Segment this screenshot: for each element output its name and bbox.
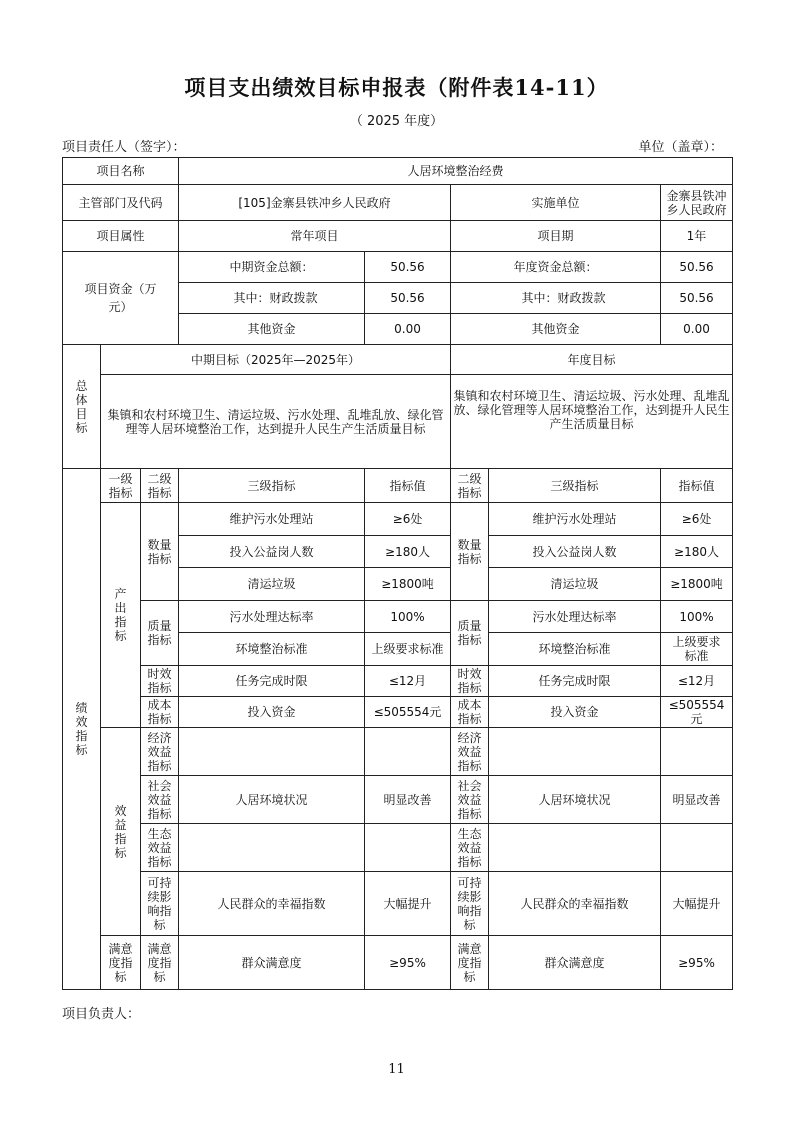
satisfaction-item-value: ≥95% xyxy=(365,936,451,990)
quantity-item-2-name: 投入公益岗人数 xyxy=(179,536,365,568)
satisfaction-item-name: 群众满意度 xyxy=(179,936,365,990)
sustain-item-value: 大幅提升 xyxy=(365,872,451,936)
level1-header: 一级指标 xyxy=(101,469,141,503)
project-name-value: 人居环境整治经费 xyxy=(179,158,733,185)
period-value: 1年 xyxy=(661,221,733,252)
eco-item-value-right xyxy=(661,824,733,872)
quality-item-1-value: 100% xyxy=(365,601,451,633)
quantity-item-1-value: ≥6处 xyxy=(365,503,451,536)
quality-indicator-label: 质量指标 xyxy=(141,601,179,666)
quantity-indicator-label-right: 数量指标 xyxy=(451,503,489,601)
quantity-item-3-name-right: 清运垃圾 xyxy=(489,568,661,601)
quality-item-2-name: 环境整治标准 xyxy=(179,633,365,666)
timeliness-indicator-label-right: 时效指标 xyxy=(451,666,489,697)
social-item-value: 明显改善 xyxy=(365,776,451,824)
sustain-indicator-label: 可持续影响指标 xyxy=(141,872,179,936)
timeliness-item-value: ≤12月 xyxy=(365,666,451,697)
quality-item-2-value-right: 上级要求标准 xyxy=(661,633,733,666)
mid-total-label: 中期资金总额： xyxy=(179,252,365,283)
timeliness-item-value-right: ≤12月 xyxy=(661,666,733,697)
benefit-indicator-label: 效益指标 xyxy=(101,728,141,936)
impl-label: 实施单位 xyxy=(451,185,661,221)
year-other-value: 0.00 xyxy=(661,314,733,345)
eco-item-value xyxy=(365,824,451,872)
page-title: 项目支出绩效目标申报表（附件表14-11） xyxy=(184,75,609,100)
year-fiscal-label: 其中：财政拨款 xyxy=(451,283,661,314)
overall-goal-label: 总体目标 xyxy=(63,345,101,469)
quality-item-2-value: 上级要求标准 xyxy=(365,633,451,666)
satisfaction-indicator-label: 满意度指标 xyxy=(101,936,141,990)
economic-item-value xyxy=(365,728,451,776)
attr-value: 常年项目 xyxy=(179,221,451,252)
economic-indicator-label-right: 经济效益指标 xyxy=(451,728,489,776)
quality-item-1-name-right: 污水处理达标率 xyxy=(489,601,661,633)
value-header-right: 指标值 xyxy=(661,469,733,503)
responsible-label: 项目责任人（签字）： xyxy=(62,140,186,155)
level2-header-right: 二级指标 xyxy=(451,469,489,503)
cost-indicator-label: 成本指标 xyxy=(141,697,179,728)
year-other-label: 其他资金 xyxy=(451,314,661,345)
page-number: 11 xyxy=(388,1062,405,1077)
mid-goal-header: 中期目标（2025年—2025年） xyxy=(101,345,451,375)
economic-item-name-right xyxy=(489,728,661,776)
sustain-item-value-right: 大幅提升 xyxy=(661,872,733,936)
satisfaction-subindicator-label-right: 满意度指标 xyxy=(451,936,489,990)
cost-item-value-right: ≤505554元 xyxy=(661,697,733,728)
mid-fiscal-label: 其中：财政拨款 xyxy=(179,283,365,314)
output-indicator-label: 产出指标 xyxy=(101,503,141,728)
level2-header: 二级指标 xyxy=(141,469,179,503)
quantity-item-2-value: ≥180人 xyxy=(365,536,451,568)
attr-label: 项目属性 xyxy=(63,221,179,252)
level3-header: 三级指标 xyxy=(179,469,365,503)
sustain-indicator-label-right: 可持续影响指标 xyxy=(451,872,489,936)
quantity-item-3-value: ≥1800吨 xyxy=(365,568,451,601)
year-fiscal-value: 50.56 xyxy=(661,283,733,314)
quality-indicator-label-right: 质量指标 xyxy=(451,601,489,666)
quantity-item-2-value-right: ≥180人 xyxy=(661,536,733,568)
timeliness-indicator-label: 时效指标 xyxy=(141,666,179,697)
quantity-item-3-value-right: ≥1800吨 xyxy=(661,568,733,601)
social-indicator-label: 社会效益指标 xyxy=(141,776,179,824)
dept-value: [105]金寨县铁冲乡人民政府 xyxy=(179,185,451,221)
year-goal-header: 年度目标 xyxy=(451,345,733,375)
value-header: 指标值 xyxy=(365,469,451,503)
mid-other-value: 0.00 xyxy=(365,314,451,345)
satisfaction-item-value-right: ≥95% xyxy=(661,936,733,990)
social-indicator-label-right: 社会效益指标 xyxy=(451,776,489,824)
cost-item-value: ≤505554元 xyxy=(365,697,451,728)
year-total-label: 年度资金总额： xyxy=(451,252,661,283)
year-total-value: 50.56 xyxy=(661,252,733,283)
timeliness-item-name-right: 任务完成时限 xyxy=(489,666,661,697)
quality-item-1-value-right: 100% xyxy=(661,601,733,633)
mid-fiscal-value: 50.56 xyxy=(365,283,451,314)
year-line: （ 2025 年度） xyxy=(349,114,444,129)
performance-form-table xyxy=(62,157,733,990)
eco-item-name xyxy=(179,824,365,872)
sustain-item-name: 人民群众的幸福指数 xyxy=(179,872,365,936)
cost-item-name-right: 投入资金 xyxy=(489,697,661,728)
funds-label: 项目资金（万元） xyxy=(63,252,179,345)
project-lead-label: 项目负责人： xyxy=(62,1007,141,1022)
social-item-name: 人居环境状况 xyxy=(179,776,365,824)
economic-indicator-label: 经济效益指标 xyxy=(141,728,179,776)
eco-indicator-label-right: 生态效益指标 xyxy=(451,824,489,872)
satisfaction-subindicator-label: 满意度指标 xyxy=(141,936,179,990)
mid-other-label: 其他资金 xyxy=(179,314,365,345)
cost-item-name: 投入资金 xyxy=(179,697,365,728)
quantity-item-3-name: 清运垃圾 xyxy=(179,568,365,601)
quality-item-1-name: 污水处理达标率 xyxy=(179,601,365,633)
quantity-indicator-label: 数量指标 xyxy=(141,503,179,601)
mid-goal-text: 集镇和农村环境卫生、清运垃圾、污水处理、乱堆乱放、绿化管理等人居环境整治工作，达到提升人民生产生活质量目标 xyxy=(101,375,451,469)
eco-indicator-label: 生态效益指标 xyxy=(141,824,179,872)
quantity-item-1-name-right: 维护污水处理站 xyxy=(489,503,661,536)
economic-item-value-right xyxy=(661,728,733,776)
sustain-item-name-right: 人民群众的幸福指数 xyxy=(489,872,661,936)
social-item-name-right: 人居环境状况 xyxy=(489,776,661,824)
project-name-label: 项目名称 xyxy=(63,158,179,185)
satisfaction-item-name-right: 群众满意度 xyxy=(489,936,661,990)
period-label: 项目期 xyxy=(451,221,661,252)
level3-header-right: 三级指标 xyxy=(489,469,661,503)
year-goal-text: 集镇和农村环境卫生、清运垃圾、污水处理、乱堆乱放、绿化管理等人居环境整治工作，达到提升人民生产生活质量目标 xyxy=(451,375,733,469)
quantity-item-1-name: 维护污水处理站 xyxy=(179,503,365,536)
eco-item-name-right xyxy=(489,824,661,872)
social-item-value-right: 明显改善 xyxy=(661,776,733,824)
impl-value: 金寨县铁冲乡人民政府 xyxy=(661,185,733,221)
unit-label: 单位（盖章）： xyxy=(638,140,723,155)
quantity-item-1-value-right: ≥6处 xyxy=(661,503,733,536)
dept-label: 主管部门及代码 xyxy=(63,185,179,221)
quantity-item-2-name-right: 投入公益岗人数 xyxy=(489,536,661,568)
cost-indicator-label-right: 成本指标 xyxy=(451,697,489,728)
quality-item-2-name-right: 环境整治标准 xyxy=(489,633,661,666)
performance-indicator-label: 绩效指标 xyxy=(63,469,101,990)
timeliness-item-name: 任务完成时限 xyxy=(179,666,365,697)
mid-total-value: 50.56 xyxy=(365,252,451,283)
economic-item-name xyxy=(179,728,365,776)
